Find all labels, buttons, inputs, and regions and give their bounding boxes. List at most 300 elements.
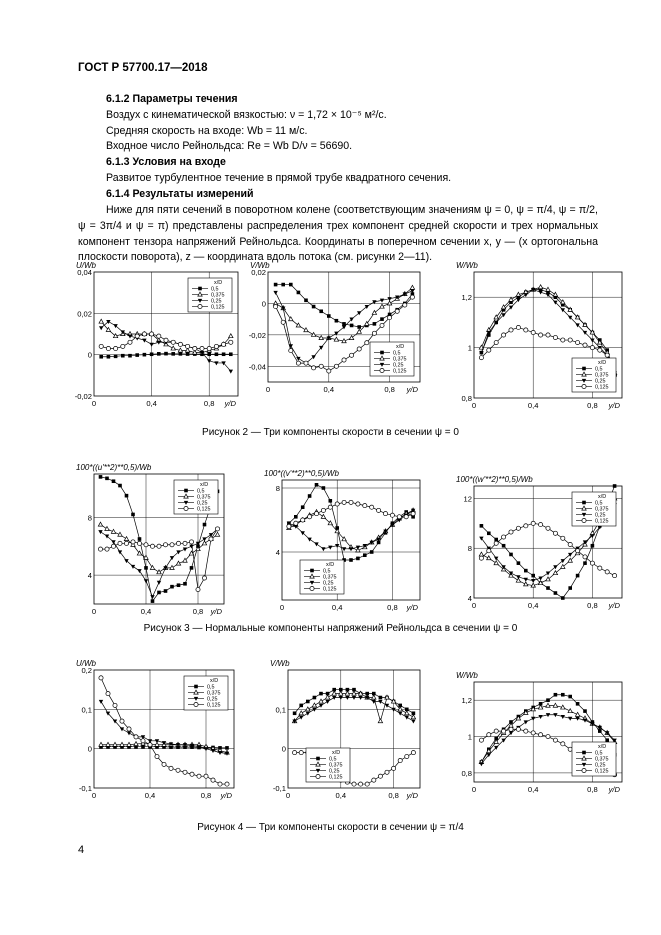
data-point	[218, 782, 222, 786]
data-point	[479, 552, 483, 556]
data-point	[293, 711, 297, 715]
legend-entry: 0,25	[207, 696, 218, 703]
y-axis-label: U/Wb	[76, 659, 96, 668]
y-tick-label: -0,02	[74, 392, 92, 401]
data-point	[502, 729, 506, 733]
data-point	[342, 547, 346, 551]
y-tick-label: 0	[87, 744, 92, 754]
x-tick-label: 0	[471, 401, 477, 410]
data-point	[357, 325, 361, 329]
y-axis-label: 100*((u'**2)**0,5)/Wb	[76, 463, 152, 472]
data-point	[405, 716, 409, 720]
x-tick-label: 0,8	[587, 601, 598, 610]
data-point	[171, 340, 175, 344]
data-point	[509, 553, 513, 557]
legend-entry: 0,375	[329, 762, 343, 769]
y-tick-label: 0	[281, 744, 286, 754]
data-point	[163, 543, 167, 547]
legend-marker	[582, 768, 586, 772]
chart-5	[264, 469, 420, 612]
legend-entry: 0,375	[595, 506, 609, 513]
legend-box	[370, 342, 414, 376]
data-point	[546, 572, 550, 576]
data-point	[494, 729, 498, 733]
data-point	[352, 696, 356, 700]
series-0,25	[98, 527, 219, 599]
legend-marker	[194, 702, 198, 706]
data-point	[113, 324, 117, 328]
data-point	[325, 700, 329, 704]
series-0,25	[99, 320, 233, 374]
data-point	[274, 304, 278, 308]
data-point	[312, 366, 316, 370]
legend	[370, 342, 414, 376]
legend-entry: 0,5	[323, 568, 331, 575]
data-point	[479, 762, 483, 766]
data-point	[314, 512, 318, 516]
data-point	[349, 558, 353, 562]
data-point	[105, 526, 109, 530]
data-point	[372, 331, 376, 335]
data-point	[128, 354, 132, 358]
data-point	[281, 283, 285, 287]
data-point	[385, 770, 389, 774]
data-point	[131, 513, 135, 517]
text-line: Развитое турбулентное течение в прямой трубе квадратного сечения.	[106, 171, 452, 184]
data-point	[289, 283, 293, 287]
chart-4	[76, 463, 224, 616]
x-axis-label: y/D	[220, 791, 232, 800]
legend-marker	[582, 367, 586, 371]
data-point	[365, 341, 369, 345]
page-number: 4	[78, 844, 85, 856]
x-tick-label: 0,4	[144, 791, 156, 800]
data-point	[598, 566, 602, 570]
legend-entry: 0,5	[595, 750, 603, 757]
x-tick-label: 0,8	[384, 385, 395, 394]
y-axis-label: W/Wb	[456, 261, 478, 270]
y-tick-label: 4	[467, 594, 472, 603]
legend-entry: 0,25	[323, 580, 334, 587]
data-point	[328, 505, 332, 509]
legend-entry: 0,125	[595, 384, 609, 391]
data-point	[164, 589, 168, 593]
x-axis-label: y/D	[406, 385, 418, 394]
x-axis-label: y/D	[608, 785, 620, 794]
legend-entry: 0,25	[595, 378, 606, 385]
series-0,375	[292, 691, 415, 723]
data-point	[222, 342, 226, 346]
data-point	[516, 526, 520, 530]
data-point	[189, 540, 193, 544]
data-point	[304, 361, 308, 365]
data-point	[315, 483, 319, 487]
data-point	[313, 696, 317, 700]
x-axis-label: y/D	[406, 603, 418, 612]
data-point	[106, 346, 110, 350]
x-tick-label: 0	[91, 791, 97, 800]
data-point	[561, 693, 565, 697]
data-point	[479, 556, 483, 560]
data-point	[531, 521, 535, 525]
data-point	[149, 343, 153, 347]
legend-entry: 0,125	[595, 518, 609, 525]
data-point	[99, 326, 103, 330]
data-point	[590, 346, 594, 350]
legend-box	[572, 742, 616, 776]
data-point	[403, 303, 407, 307]
legend-marker	[184, 506, 188, 510]
series-line	[276, 288, 413, 341]
legend-marker	[184, 489, 188, 493]
data-point	[339, 691, 343, 695]
data-point	[106, 320, 110, 324]
data-point	[155, 754, 159, 758]
y-axis-label: 100*((w'**2)**0,5)/Wb	[456, 475, 533, 484]
data-point	[211, 778, 215, 782]
data-point	[357, 347, 361, 351]
data-point	[370, 550, 374, 554]
data-point	[311, 332, 315, 336]
legend-marker	[582, 501, 586, 505]
chart-1	[74, 261, 238, 408]
data-point	[568, 586, 572, 590]
legend	[572, 358, 616, 392]
data-point	[561, 596, 565, 600]
data-point	[553, 565, 557, 569]
data-point	[98, 530, 102, 534]
data-point	[598, 348, 602, 352]
chart-9	[456, 671, 622, 794]
data-point	[99, 742, 103, 746]
data-point	[365, 305, 369, 309]
data-point	[516, 727, 520, 731]
data-point	[583, 709, 587, 713]
data-point	[561, 536, 565, 540]
x-tick-label: 0,4	[335, 791, 347, 800]
data-point	[410, 295, 414, 299]
legend-title: x/D	[598, 744, 607, 750]
legend	[300, 560, 344, 594]
y-tick-label: 0	[261, 299, 266, 309]
figure-4-caption: Рисунок 4 — Три компоненты скорости в сечении ψ = π/4	[197, 822, 464, 833]
y-tick-label: -0,1	[78, 784, 92, 793]
x-tick-label: 0,4	[527, 601, 539, 610]
data-point	[197, 774, 201, 778]
legend-entry: 0,375	[393, 356, 407, 363]
legend-marker	[198, 287, 202, 291]
data-point	[164, 338, 168, 342]
data-point	[225, 746, 229, 750]
data-point	[363, 504, 367, 508]
data-point	[114, 346, 118, 350]
legend-entry: 0,375	[197, 494, 211, 501]
data-point	[590, 561, 594, 565]
data-point	[113, 703, 117, 707]
data-point	[138, 537, 142, 541]
data-point	[546, 703, 550, 707]
x-axis-label: y/D	[608, 601, 620, 610]
data-point	[296, 361, 300, 365]
data-point	[576, 574, 580, 578]
y-tick-label: 4	[87, 571, 92, 581]
data-point	[312, 708, 316, 712]
data-point	[157, 352, 161, 356]
x-axis-label: y/D	[608, 401, 620, 410]
data-point	[162, 762, 166, 766]
data-point	[209, 537, 213, 541]
legend-title: x/D	[210, 678, 219, 684]
data-point	[561, 559, 565, 563]
data-point	[398, 758, 402, 762]
series-0,5	[274, 283, 414, 329]
y-tick-label: 1,2	[461, 293, 472, 303]
data-point	[539, 522, 543, 526]
x-tick-label: 0,8	[587, 785, 598, 794]
data-point	[125, 494, 129, 498]
legend-marker	[194, 685, 198, 689]
data-point	[274, 283, 278, 287]
x-tick-label: 0	[471, 601, 477, 610]
legend	[306, 748, 350, 782]
data-point	[358, 696, 362, 700]
data-point	[112, 479, 116, 483]
data-point	[524, 524, 528, 528]
data-point	[531, 579, 535, 583]
series-0,125	[479, 518, 616, 577]
legend-title: x/D	[598, 494, 607, 500]
data-point	[105, 547, 109, 551]
data-point	[157, 591, 161, 595]
data-point	[319, 699, 323, 703]
data-point	[202, 537, 206, 541]
x-tick-label: 0,4	[323, 385, 335, 394]
data-point	[480, 524, 484, 528]
data-point	[377, 508, 381, 512]
data-point	[150, 544, 154, 548]
legend-box	[572, 358, 616, 392]
data-point	[591, 544, 595, 548]
data-point	[583, 561, 587, 565]
data-point	[311, 355, 315, 359]
data-point	[349, 336, 353, 340]
document-header: ГОСТ Р 57700.17—2018	[78, 62, 208, 74]
y-tick-label: 0,02	[77, 309, 92, 319]
data-point	[308, 494, 312, 498]
legend-entry: 0,125	[323, 586, 337, 593]
data-point	[516, 325, 520, 329]
data-point	[124, 541, 128, 545]
data-point	[137, 541, 141, 545]
legend-entry: 0,375	[207, 690, 221, 697]
data-point	[561, 338, 565, 342]
y-tick-label: -0,1	[272, 784, 286, 793]
data-point	[190, 772, 194, 776]
data-point	[538, 285, 542, 289]
data-point	[150, 332, 154, 336]
data-point	[576, 702, 580, 706]
data-point	[299, 711, 303, 715]
data-point	[176, 541, 180, 545]
text-line: Входное число Рейнольдса: Re = Wb D/ν = 56690.	[106, 140, 353, 153]
data-point	[118, 484, 122, 488]
y-tick-label: 0,1	[275, 705, 286, 715]
legend-entry: 0,125	[197, 506, 211, 513]
legend-entry: 0,375	[211, 292, 225, 299]
data-point	[321, 514, 325, 518]
data-point	[404, 515, 408, 519]
data-point	[546, 333, 550, 337]
legend-entry: 0,5	[595, 500, 603, 507]
data-point	[142, 339, 146, 343]
data-point	[321, 508, 325, 512]
data-point	[306, 700, 310, 704]
data-point	[342, 500, 346, 504]
data-point	[312, 703, 316, 707]
legend-entry: 0,5	[211, 286, 219, 293]
legend-entry: 0,25	[197, 500, 208, 507]
data-point	[293, 751, 297, 755]
data-point	[186, 352, 190, 356]
text-line: Воздух с кинематической вязкостью: ν = 1,72 × 10⁻⁵ м²/с.	[106, 108, 387, 121]
data-point	[144, 543, 148, 547]
data-point	[553, 531, 557, 535]
data-point	[605, 738, 609, 742]
data-point	[350, 353, 354, 357]
data-point	[387, 301, 391, 305]
data-point	[553, 292, 557, 296]
data-point	[308, 515, 312, 519]
data-point	[494, 541, 498, 545]
x-tick-label: 0	[471, 785, 477, 794]
data-point	[357, 311, 361, 315]
data-point	[179, 352, 183, 356]
data-point	[385, 704, 389, 708]
data-point	[411, 715, 415, 719]
chart-2	[248, 261, 420, 394]
data-point	[170, 585, 174, 589]
data-point	[99, 319, 103, 323]
data-point	[121, 354, 125, 358]
legend-title: x/D	[214, 280, 223, 286]
data-point	[322, 486, 326, 490]
data-point	[531, 731, 535, 735]
data-point	[342, 358, 346, 362]
data-point	[157, 581, 161, 585]
data-point	[546, 577, 550, 581]
data-point	[583, 343, 587, 347]
x-tick-label: 0,8	[203, 399, 215, 408]
data-point	[135, 334, 139, 338]
data-point	[304, 298, 308, 302]
data-point	[171, 346, 175, 350]
legend-entry: 0,375	[595, 372, 609, 379]
data-point	[190, 566, 194, 570]
data-point	[111, 544, 115, 548]
data-point	[524, 720, 528, 724]
data-point	[127, 727, 131, 731]
data-point	[204, 774, 208, 778]
data-point	[99, 700, 103, 704]
data-point	[215, 532, 219, 536]
legend-box	[572, 492, 616, 526]
data-point	[170, 543, 174, 547]
legend-entry: 0,125	[595, 768, 609, 775]
data-point	[372, 778, 376, 782]
data-point	[576, 340, 580, 344]
data-point	[479, 738, 483, 742]
data-point	[229, 334, 233, 338]
data-point	[391, 708, 395, 712]
legend-title: x/D	[598, 360, 607, 366]
data-point	[380, 317, 384, 321]
x-axis-label: y/D	[210, 607, 222, 616]
x-tick-label: 0,8	[192, 607, 204, 616]
data-point	[142, 332, 146, 336]
data-point	[383, 512, 387, 516]
data-point	[502, 333, 506, 337]
data-point	[287, 524, 291, 528]
y-tick-label: 0,04	[77, 268, 92, 277]
y-tick-label: 0,8	[461, 768, 472, 778]
data-point	[107, 355, 111, 359]
x-tick-label: 0	[91, 399, 97, 408]
data-point	[517, 561, 521, 565]
y-tick-label: 8	[275, 484, 280, 493]
legend-entry: 0,25	[211, 298, 222, 305]
data-point	[554, 693, 558, 697]
data-point	[157, 544, 161, 548]
data-point	[613, 574, 617, 578]
data-point	[319, 364, 323, 368]
data-point	[215, 527, 219, 531]
data-point	[370, 505, 374, 509]
data-point	[501, 565, 505, 569]
data-point	[494, 340, 498, 344]
data-point	[214, 361, 218, 365]
series-line	[101, 529, 218, 590]
data-point	[144, 555, 148, 559]
series-0,375	[99, 319, 233, 354]
data-point	[345, 696, 349, 700]
legend-box	[184, 676, 228, 710]
data-point	[183, 541, 187, 545]
data-point	[296, 323, 300, 327]
data-point	[143, 353, 147, 357]
data-point	[411, 512, 415, 516]
data-point	[509, 530, 513, 534]
chart-6	[456, 475, 622, 610]
data-point	[281, 320, 285, 324]
legend	[572, 492, 616, 526]
data-point	[405, 711, 409, 715]
y-tick-label: 0,2	[81, 666, 92, 675]
data-point	[349, 500, 353, 504]
data-point	[177, 583, 181, 587]
legend-marker	[316, 774, 320, 778]
data-point	[395, 309, 399, 313]
data-point	[151, 599, 155, 603]
data-point	[99, 475, 103, 479]
data-point	[509, 727, 513, 731]
data-point	[222, 352, 226, 356]
x-tick-label: 0	[91, 607, 97, 616]
data-point	[183, 770, 187, 774]
chart-8	[270, 659, 420, 800]
data-point	[134, 735, 138, 739]
data-point	[553, 738, 557, 742]
legend-marker	[380, 368, 384, 372]
